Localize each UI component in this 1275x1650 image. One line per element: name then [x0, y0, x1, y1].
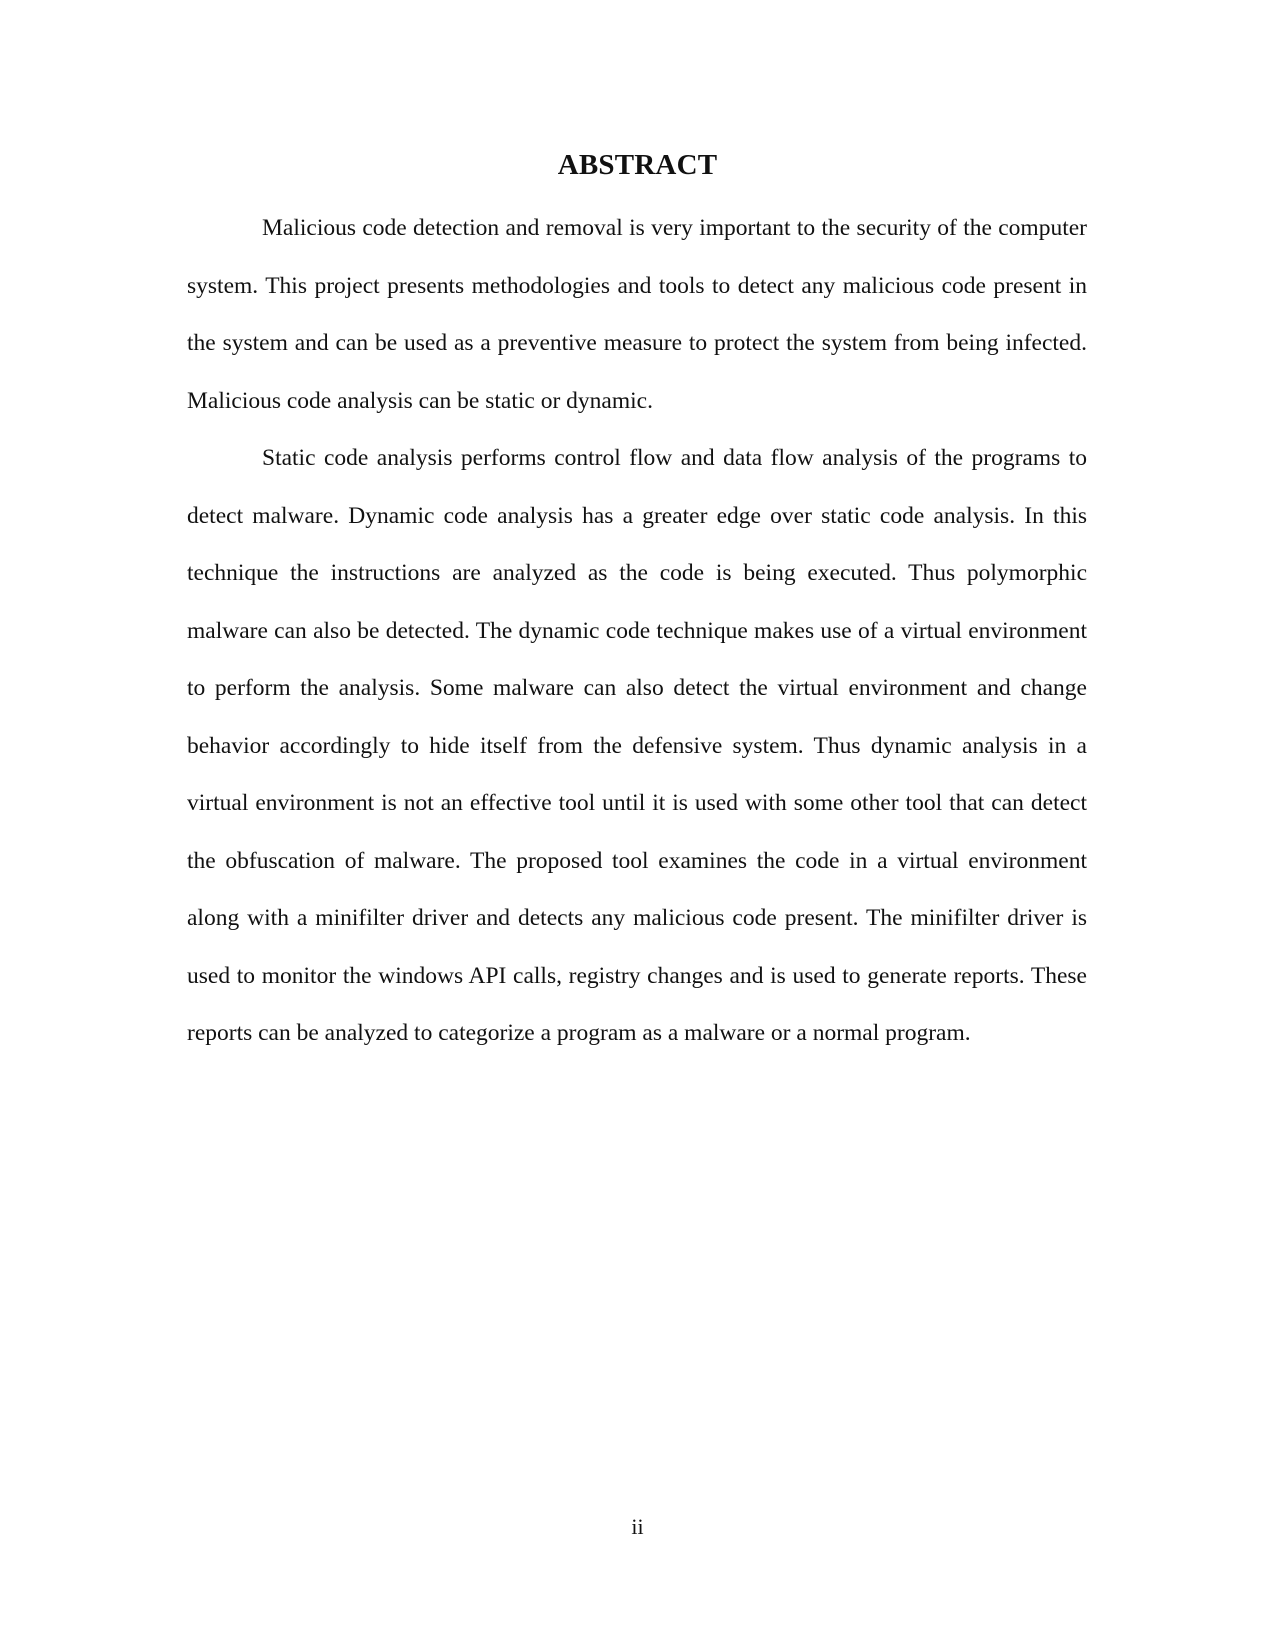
paragraph-2: Static code analysis performs control flow and data flow analysis of the programs to detect malware. Dynamic code analysis has a greater edge over static code analysis. In this technique the instructions are analyzed as the code is being executed. Thus polymorphic malware can also be detected. The dynamic code technique makes use of a virtual environment to perform the analysis. Some malware can also detect the virtual environment and change behavior accordingly to hide itself from the defensive system. Thus dynamic analysis in a virtual environment is not an effective tool until it is used with some other tool that can detect the obfuscation of malware. The proposed tool examines the code in a virtual environment along with a minifilter driver and detects any malicious code present. The minifilter driver is used to monitor the windows API calls, registry changes and is used to generate reports. These reports can be analyzed to categorize a program as a malware or a normal program. — [187, 445, 1087, 1046]
page-title: ABSTRACT — [557, 149, 718, 181]
abstract-body — [187, 200, 1087, 1063]
page-number: ii — [631, 1514, 644, 1539]
paragraph-1: Malicious code detection and removal is very important to the security of the computer system. This project presents methodologies and tools to detect any malicious code present in the system and can be used as a preventive measure to protect the system from being infected. Malicious code analysis can be static or dynamic. — [187, 215, 1087, 414]
